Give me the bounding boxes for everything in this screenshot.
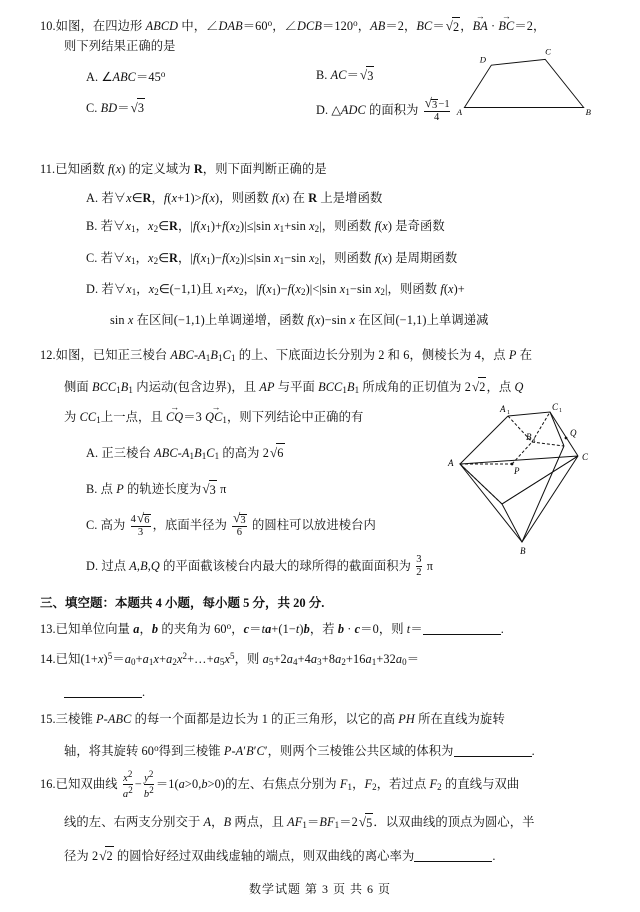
quadrilateral-figure: [450, 44, 600, 119]
q10-option-a: A. $\angle ABC=45^o$: [86, 69, 166, 84]
q16-line3: 径为 2√2 的圆恰好经过双曲线虚轴的端点，则双曲线的离心率为 .: [40, 846, 600, 867]
question-15: [40, 710, 600, 761]
q14-number: 14.: [40, 652, 56, 666]
q12-option-d: D. 过点 A,B,Q 的平面截该棱台内最大的球所得的截面面积为 $\frac{3}{2}$ π: [86, 554, 434, 578]
q11-option-d-cont: sin x 在区间(−1,1)上单调递增，函数 f(x)−sin x 在区间(−1,1)上单调递减: [110, 312, 489, 327]
q11-option-d: D. 若$\forall x_1$，$x_2\in(-1,1)$且 $x_1\ne x_2$，$|f(x_1)-f(x_2)|<|\sin$ $x_1-\sin$ $x_2|$，则函数 f(x)+: [86, 282, 465, 297]
svg-text:1: 1: [559, 408, 562, 414]
svg-text:B: B: [526, 432, 532, 442]
q12-number: 12.: [40, 348, 56, 362]
q13-number: 13.: [40, 621, 56, 636]
q16-answer-blank[interactable]: [414, 849, 492, 862]
q16-number: 16.: [40, 776, 56, 791]
page-footer: 数学试题 第 3 页 共 6 页: [248, 882, 391, 896]
svg-text:D: D: [479, 54, 487, 65]
q15-line1: 15.三棱锥 P-ABC 的每一个面都是边长为 1 的正三角形，以它的高 PH 所在直线为旋转: [40, 712, 505, 726]
q14-line1: 14.已知$(1+x)^5=a_0+a_1x+a_2x^2+\dots+a_5x^5$，则 $a_5+2a_4+4a_3+8a_2+16a_1+32a_0=$: [40, 651, 420, 667]
q10-option-c: C. BD＝√3: [86, 98, 316, 124]
q12-option-c: C. 高为 $\frac{4√6}{3}$ ，底面半径为 $\frac{√3}{6}$ 的圆柱可以放进棱台内: [86, 510, 376, 538]
question-13: [40, 617, 600, 640]
question-10: [40, 14, 600, 144]
q15-line2: 轴，将其旋转 60$^o$得到三棱锥 P-A′B′C′，则两个三棱锥公共区域的体积为 .: [64, 742, 535, 758]
svg-text:C: C: [582, 452, 589, 462]
svg-text:1: 1: [533, 438, 536, 444]
question-14: [40, 647, 600, 702]
q10-stem-line2: 则下列结果正确的是: [64, 38, 176, 53]
q11-stem: 11.已知函数 f(x) 的定义域为 R，则下面判断正确的是: [40, 162, 327, 176]
svg-text:C: C: [552, 402, 559, 412]
svg-text:C: C: [545, 46, 551, 57]
q10-stem-line1: 10.如图，在四边形 ABCD 中，$\angle DAB=60^o$，$\angle DCB=120^o$，AB＝2，BC＝√2，BA → · BC →＝2，: [40, 14, 600, 37]
q14-line2: .: [40, 683, 600, 703]
q11-option-c: C. 若$\forall x_1$，$x_2\in R$，$|f(x_1)-f(x_2)|\le|\sin$ $x_1-\sin$ $x_2|$，则函数 f(x) 是周期函数: [86, 250, 458, 266]
q16-line2: 线的左、右两支分别交于 A，B 两点，且 $AF_1=BF_1=2√5$．以双曲线的顶点为圆心，半: [40, 812, 600, 836]
q15-number: 15.: [40, 712, 56, 726]
q12-stem-line3: 为 $CC_1$上一点，且 CQ →＝3 $QC_1$ →，则下列结论中正确的有: [40, 408, 600, 431]
question-11: [40, 160, 600, 330]
question-16: [40, 769, 600, 866]
frustum-figure: [440, 394, 600, 554]
q15-answer-blank[interactable]: [454, 744, 532, 757]
q10-option-d: D. △ADC 的面积为 $\frac{√3-1}{4}$: [316, 95, 450, 123]
question-12: [40, 346, 600, 579]
q11-option-a: A. 若∀x∈R，f(x+1)>f(x)，则函数 f(x) 在 R 上是增函数: [86, 190, 383, 205]
q12-option-a: A. 正三棱台 ABC-$A_1B_1C_1$ 的高为 2√6: [40, 443, 600, 467]
svg-text:B: B: [520, 546, 526, 554]
page-content: [40, 14, 600, 873]
svg-text:A: A: [456, 107, 463, 118]
q13-line1: 13.已知单位向量 a，b 的夹角为 60$^o$，c＝ta+(1−t)b，若 b · c＝0，则 t＝ .: [40, 620, 504, 636]
svg-text:1: 1: [507, 410, 510, 416]
q10-option-b: B. AC＝√3: [316, 65, 374, 88]
svg-text:Q: Q: [570, 428, 577, 438]
q11-number: 11.: [40, 162, 56, 176]
q12-stem-line2: 侧面 $BCC_1B_1$ 内运动(包含边界)，且 AP 与平面 $BCC_1B_1$ 所成角的正切值为 2√2，点 Q: [40, 377, 600, 401]
svg-text:A: A: [448, 458, 454, 468]
q13-answer-blank[interactable]: [423, 622, 501, 635]
q12-option-b: B. 点 P 的轨迹长度为√3 π: [40, 479, 600, 500]
svg-text:B: B: [585, 107, 591, 118]
q10-number: 10.: [40, 19, 56, 33]
section-3-title: 三、填空题：本题共 4 小题，每小题 5 分，共 20 分.: [40, 595, 325, 610]
q14-answer-blank[interactable]: [64, 685, 142, 698]
q12-stem-line1: 12.如图，已知正三棱台 ABC-$A_1B_1C_1$ 的上、下底面边长分别为 2 和 6，侧棱长为 4，点 P 在: [40, 348, 533, 363]
svg-text:A: A: [500, 404, 506, 414]
q11-option-b: B. 若$\forall x_1$，$x_2\in R$，$|f(x_1)+f(x_2)|\le|\sin$ $x_1+\sin$ $x_2|$，则函数 f(x) 是奇函数: [86, 219, 445, 234]
svg-text:P: P: [514, 466, 520, 476]
q16-line1: 16.已知双曲线 $\frac{x2}{a2}$ − $\frac{y2}{b2}$ ＝1(a>0,b>0)的左、右焦点分别为 $F_1$，$F_2$，若过点 $F_2$ 的直线与双曲: [40, 768, 520, 800]
